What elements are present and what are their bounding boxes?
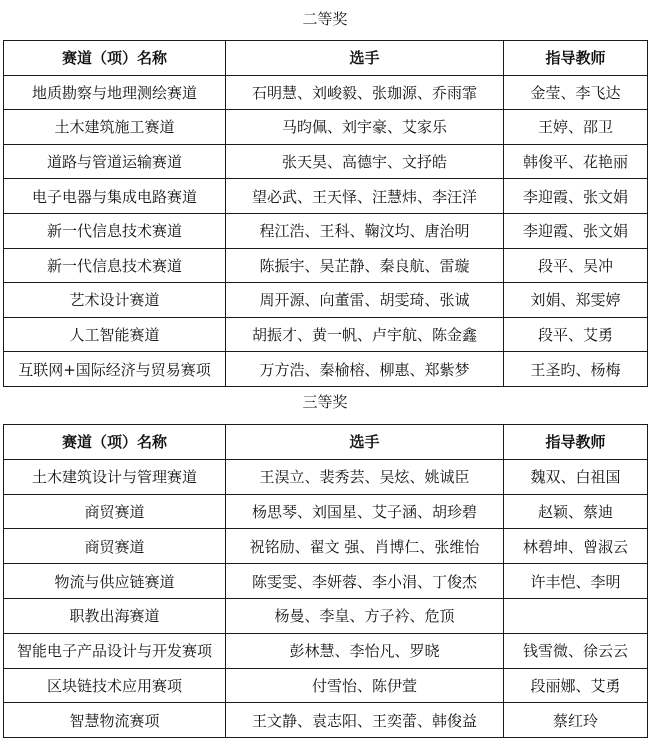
teachers-cell: 段平、艾勇 [504,317,648,352]
track-cell: 新一代信息技术赛道 [4,248,226,283]
players-cell: 杨思琴、刘国星、艾子涵、胡珍碧 [226,494,504,529]
teachers-cell: 林碧坤、曾淑云 [504,529,648,564]
track-cell: 土木建筑设计与管理赛道 [4,459,226,494]
table-row [4,179,648,214]
players-cell: 万方浩、秦榆榕、柳惠、郑紫梦 [226,352,504,387]
track-cell: 智慧物流赛项 [4,703,226,738]
track-cell: 职教出海赛道 [4,598,226,633]
track-cell: 智能电子产品设计与开发赛项 [4,633,226,668]
table-row [4,598,648,633]
players-cell: 胡振才、黄一帆、卢宇航、陈金鑫 [226,317,504,352]
players-cell: 陈雯雯、李妍蓉、李小涓、丁俊杰 [226,564,504,599]
header-teachers: 指导教师 [504,425,648,460]
track-cell: 新一代信息技术赛道 [4,213,226,248]
teachers-cell: 韩俊平、花艳丽 [504,144,648,179]
second-prize-table-body [4,41,648,387]
second-prize-table [3,40,648,387]
table-row [4,213,648,248]
track-cell: 艺术设计赛道 [4,283,226,318]
table-header-row [4,41,648,76]
players-cell: 程江浩、王科、鞠汶均、唐治明 [226,213,504,248]
header-players: 选手 [226,425,504,460]
teachers-cell: 段平、吴冲 [504,248,648,283]
players-cell: 陈振宇、吴芷静、秦良航、雷璇 [226,248,504,283]
players-cell: 马昀佩、刘宇豪、艾家乐 [226,110,504,145]
table-row [4,703,648,738]
teachers-cell [504,598,648,633]
players-cell: 彭林慧、李怡凡、罗晓 [226,633,504,668]
teachers-cell: 蔡红玲 [504,703,648,738]
table-header-row [4,425,648,460]
teachers-cell: 金莹、李飞达 [504,75,648,110]
players-cell: 王文静、袁志阳、王奕蕾、韩俊益 [226,703,504,738]
header-track: 赛道（项）名称 [4,41,226,76]
table-row [4,317,648,352]
teachers-cell: 王婷、邵卫 [504,110,648,145]
track-cell: 土木建筑施工赛道 [4,110,226,145]
table-row [4,564,648,599]
header-track: 赛道（项）名称 [4,425,226,460]
table-row [4,283,648,318]
players-cell: 杨曼、李皇、方子衿、危顶 [226,598,504,633]
players-cell: 祝铭励、翟文 强、肖博仁、张维怡 [226,529,504,564]
teachers-cell: 李迎霞、张文娟 [504,179,648,214]
track-cell: 互联网+国际经济与贸易赛项 [4,352,226,387]
section-title-third-prize: 三等奖 [302,393,348,411]
track-cell: 区块链技术应用赛项 [4,668,226,703]
players-cell: 张天昊、高德宇、文抒皓 [226,144,504,179]
table-row [4,459,648,494]
players-cell: 王淏立、裴秀芸、吴炫、姚诚臣 [226,459,504,494]
table-row [4,352,648,387]
teachers-cell: 刘娟、郑雯婷 [504,283,648,318]
track-cell: 商贸赛道 [4,529,226,564]
players-cell: 付雪怡、陈伊萱 [226,668,504,703]
track-cell: 电子电器与集成电路赛道 [4,179,226,214]
teachers-cell: 许丰恺、李明 [504,564,648,599]
track-cell: 地质勘察与地理测绘赛道 [4,75,226,110]
table-row [4,633,648,668]
track-cell: 物流与供应链赛道 [4,564,226,599]
section-title-second-prize: 二等奖 [302,10,348,28]
third-prize-table [3,424,648,738]
track-cell: 商贸赛道 [4,494,226,529]
table-row [4,668,648,703]
players-cell: 望必武、王天怿、汪慧炜、李汪洋 [226,179,504,214]
players-cell: 周开源、向董雷、胡雯琦、张诚 [226,283,504,318]
teachers-cell: 赵颖、蔡迪 [504,494,648,529]
track-cell: 道路与管道运输赛道 [4,144,226,179]
table-row [4,529,648,564]
header-teachers: 指导教师 [504,41,648,76]
table-row [4,144,648,179]
teachers-cell: 钱雪微、徐云云 [504,633,648,668]
teachers-cell: 李迎霞、张文娟 [504,213,648,248]
table-row [4,75,648,110]
players-cell: 石明慧、刘峻毅、张珈源、乔雨霏 [226,75,504,110]
table-row [4,110,648,145]
track-cell: 人工智能赛道 [4,317,226,352]
header-players: 选手 [226,41,504,76]
table-row [4,248,648,283]
table-row [4,494,648,529]
teachers-cell: 王圣昀、杨梅 [504,352,648,387]
teachers-cell: 魏双、白祖国 [504,459,648,494]
teachers-cell: 段丽娜、艾勇 [504,668,648,703]
third-prize-table-body [4,425,648,738]
